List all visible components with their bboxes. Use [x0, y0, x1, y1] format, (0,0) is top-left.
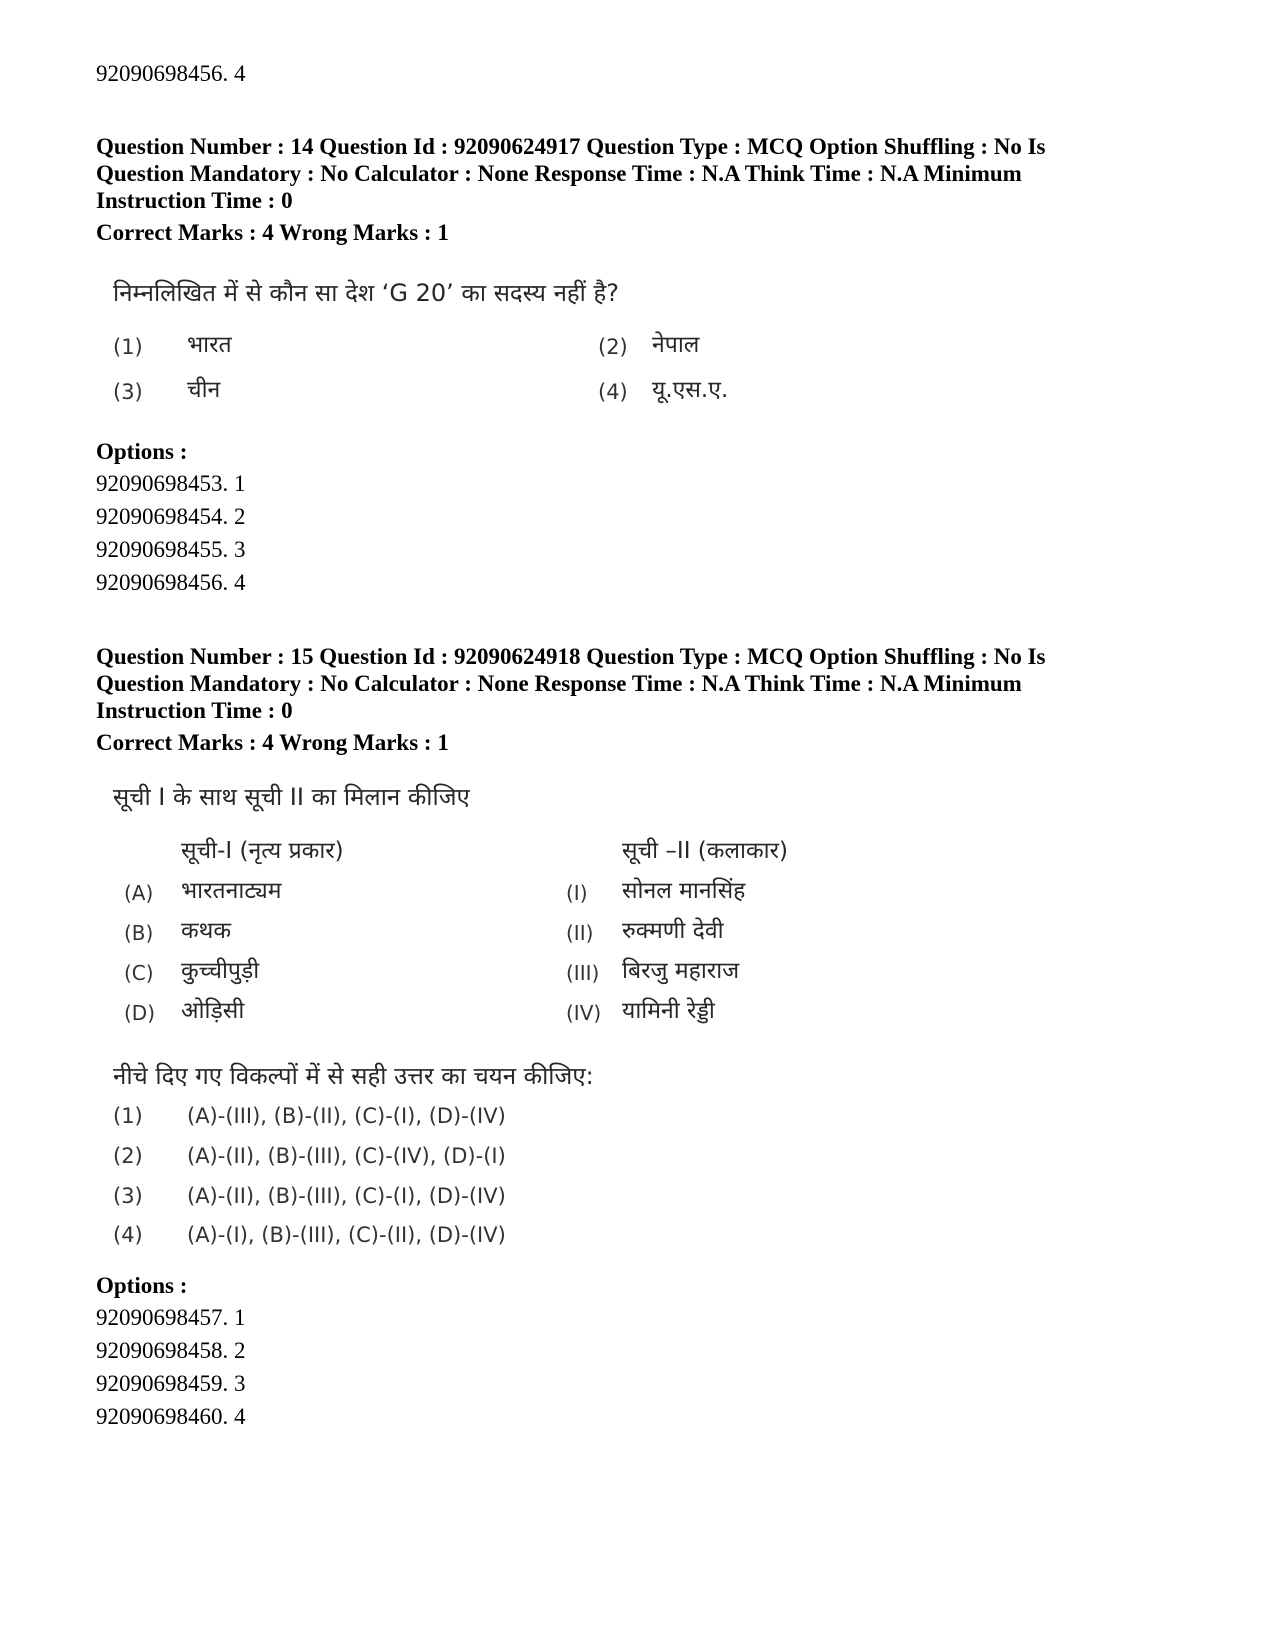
q14-choice-label: (1): [113, 335, 143, 359]
q15-option-id: 92090698458. 2: [96, 1338, 246, 1363]
q15-choice-label: (2): [113, 1144, 143, 1168]
q15-meta-line-3: Instruction Time : 0: [96, 698, 293, 723]
q15-list2-label: (I): [566, 881, 588, 905]
q15-choice-text: (A)-(II), (B)-(III), (C)-(I), (D)-(IV): [187, 1184, 506, 1208]
q15-list1-item: भारतनाट्यम: [181, 878, 282, 904]
q15-marks: Correct Marks : 4 Wrong Marks : 1: [96, 730, 449, 755]
q15-list2-label: (III): [566, 961, 600, 985]
q15-option-id: 92090698460. 4: [96, 1404, 246, 1429]
q15-list1-label: (C): [124, 961, 154, 985]
q14-option-id: 92090698456. 4: [96, 570, 246, 595]
q14-choice-label: (2): [598, 335, 628, 359]
q15-choice-label: (3): [113, 1184, 143, 1208]
q15-list1-header: सूची-I (नृत्य प्रकार): [181, 838, 344, 864]
q14-choice-text: यू.एस.ए.: [652, 377, 729, 403]
q14-choice-text: चीन: [187, 377, 221, 403]
q14-option-id: 92090698453. 1: [96, 471, 246, 496]
q15-meta-line-2: Question Mandatory : No Calculator : None Response Time : N.A Think Time : N.A Minimum: [96, 671, 1022, 696]
q15-choice-text: (A)-(III), (B)-(II), (C)-(I), (D)-(IV): [187, 1104, 506, 1128]
q15-option-id: 92090698457. 1: [96, 1305, 246, 1330]
q15-list2-item: सोनल मानसिंह: [622, 878, 746, 904]
q15-list2-item: बिरजु महाराज: [622, 958, 740, 984]
q14-marks: Correct Marks : 4 Wrong Marks : 1: [96, 220, 449, 245]
q15-list1-item: कथक: [181, 918, 232, 944]
q15-meta-line-1: Question Number : 15 Question Id : 92090624918 Question Type : MCQ Option Shuffling : No Is: [96, 644, 1046, 669]
q15-list1-item: कुच्चीपुड़ी: [181, 958, 260, 984]
prev-option-line: 92090698456. 4: [96, 61, 246, 86]
q15-list2-header: सूची –II (कलाकार): [622, 838, 788, 864]
q14-option-id: 92090698454. 2: [96, 504, 246, 529]
q15-instruction: नीचे दिए गए विकल्पों में से सही उत्तर का चयन कीजिए:: [113, 1062, 594, 1090]
q14-meta-line-2: Question Mandatory : No Calculator : None Response Time : N.A Think Time : N.A Minimum: [96, 161, 1022, 186]
q15-list2-label: (II): [566, 921, 594, 945]
q14-option-id: 92090698455. 3: [96, 537, 246, 562]
q14-meta-line-1: Question Number : 14 Question Id : 92090624917 Question Type : MCQ Option Shuffling : No Is: [96, 134, 1046, 159]
q15-list1-label: (A): [124, 881, 154, 905]
q15-choice-text: (A)-(II), (B)-(III), (C)-(IV), (D)-(I): [187, 1144, 506, 1168]
q15-list2-label: (IV): [566, 1001, 602, 1025]
q14-choice-text: नेपाल: [652, 332, 700, 358]
q15-list2-item: यामिनी रेड्डी: [622, 998, 715, 1024]
q15-choice-label: (4): [113, 1223, 143, 1247]
q15-option-id: 92090698459. 3: [96, 1371, 246, 1396]
q14-options-header: Options :: [96, 439, 188, 464]
q15-list2-item: रुक्मणी देवी: [622, 918, 724, 944]
q15-list1-label: (D): [124, 1001, 156, 1025]
q15-options-header: Options :: [96, 1273, 188, 1298]
q14-question-text: निम्नलिखित में से कौन सा देश ‘G 20’ का सदस्य नहीं है?: [113, 279, 619, 307]
q15-choice-label: (1): [113, 1104, 143, 1128]
q14-choice-label: (3): [113, 380, 143, 404]
q15-question-text: सूची I के साथ सूची II का मिलान कीजिए: [113, 783, 470, 811]
q15-list1-item: ओड़िसी: [181, 998, 245, 1024]
q15-list1-label: (B): [124, 921, 154, 945]
q14-choice-text: भारत: [187, 332, 232, 358]
q14-meta-line-3: Instruction Time : 0: [96, 188, 293, 213]
q14-choice-label: (4): [598, 380, 628, 404]
q15-choice-text: (A)-(I), (B)-(III), (C)-(II), (D)-(IV): [187, 1223, 506, 1247]
